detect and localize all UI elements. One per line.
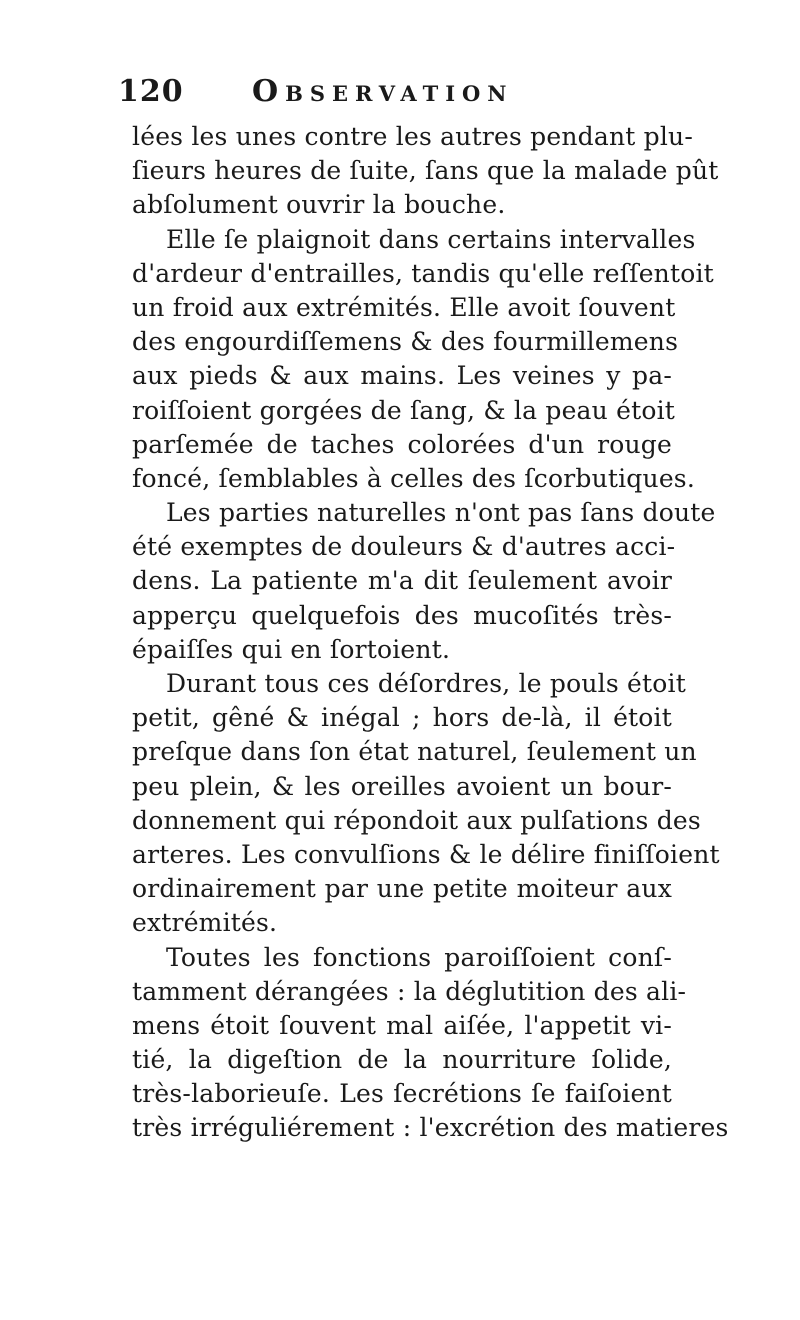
text-line: arteres. Les convulſions & le délire finiſſoient [132,839,720,869]
text-line: très-laborieuſe. Les ſecrétions ſe faiſoient [132,1079,672,1109]
text-line: abſolument ouvrir la bouche. [132,190,506,220]
body-text [132,120,729,1146]
text-line: dens. La patiente m'a dit ſeulement avoir [132,566,672,596]
text-line: été exemptes de douleurs & d'autres acci- [132,532,676,562]
text-line: foncé, ſemblables à celles des ſcorbutiques. [132,463,695,493]
text-line: ſieurs heures de ſuite, ſans que la malade pût [132,156,719,186]
text-line: peu plein, & les oreilles avoient un bour- [132,771,672,801]
page-number: 120 [118,74,184,109]
text-line: très irréguliérement : l'excrétion des matieres [132,1113,729,1143]
text-line: Les parties naturelles n'ont pas ſans doute [166,498,716,528]
text-line: roiſſoient gorgées de ſang, & la peau étoit [132,395,676,425]
running-head: Observation [252,74,514,109]
text-line: Durant tous ces déſordres, le pouls étoit [166,669,686,698]
text-line: épaiſſes qui en ſortoient. [132,634,451,664]
text-line: des engourdiſſemens & des fourmillemens [132,327,679,357]
text-line: lées les unes contre les autres pendant plu- [132,122,693,151]
text-line: donnement qui répondoit aux pulſations des [132,805,701,835]
text-line: Elle ſe plaignoit dans certains intervalles [166,224,696,254]
text-line: preſque dans ſon état naturel, ſeulement un [132,737,697,767]
page-header [118,70,678,116]
text-line: apperçu quelquefois des mucoſités très- [132,600,672,630]
text-line: un froid aux extrémités. Elle avoit ſouvent [132,292,676,322]
text-line: tamment dérangées : la déglutition des ali- [132,976,687,1006]
text-line: Toutes les fonctions paroiſſoient conſ- [166,942,672,972]
text-line: petit, gêné & inégal ; hors de-là, il étoit [132,703,672,733]
text-line: d'ardeur d'entrailles, tandis qu'elle reſſentoit [132,258,714,288]
text-line: aux pieds & aux mains. Les veines y pa- [132,361,672,391]
text-line: extrémités. [132,908,278,938]
text-line: tié, la digeſtion de la nourriture ſolide, [132,1045,672,1075]
text-line: parſemée de taches colorées d'un rouge [132,429,672,459]
text-line: ordinairement par une petite moiteur aux [132,874,672,904]
text-line: mens étoit ſouvent mal aiſée, l'appetit vi- [132,1010,672,1040]
